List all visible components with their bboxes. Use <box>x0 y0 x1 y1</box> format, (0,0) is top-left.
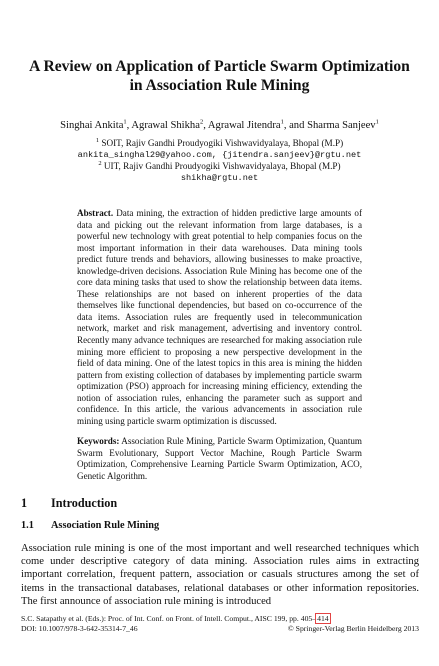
section-number: 1 <box>21 496 28 510</box>
author-list <box>20 120 419 131</box>
author-name: Agrawal Shikha <box>131 120 200 131</box>
title-line-2: in Association Rule Mining <box>129 77 310 94</box>
affiliation-2-sup: 2 <box>98 160 102 168</box>
title-line-1: A Review on Application of Particle Swarm Optimization <box>29 58 410 75</box>
keywords-label: Keywords: <box>77 436 120 447</box>
author-affil-sup: 2 <box>199 118 204 126</box>
keywords-paragraph <box>77 436 362 482</box>
body-text <box>21 542 419 608</box>
author-affil-sup: 1 <box>280 118 284 126</box>
footer-row <box>21 624 419 634</box>
author-separator: , <box>203 120 208 131</box>
page-footer <box>21 614 419 634</box>
email-line-1[interactable]: ankita_singhal29@yahoo.com, {jitendra.sanjeev}@rgtu.net <box>77 149 362 160</box>
abstract-block <box>77 208 362 483</box>
author-name: Singhai Ankita <box>60 120 124 131</box>
affiliation-1-text: SOIT, Rajiv Gandhi Proudyogiki Vishwavidyalaya, Bhopal (M.P) <box>99 138 344 148</box>
section-title: Introduction <box>51 496 118 510</box>
author-separator: , <box>126 120 132 131</box>
author-affil-sup: 1 <box>123 118 127 126</box>
author-name: Agrawal Jitendra <box>207 120 281 131</box>
affiliation-2-text: UIT, Rajiv Gandhi Proudyogiki Vishwavidyalaya, Bhopal (M.P) <box>101 161 341 172</box>
body-paragraph: Association rule mining is one of the most important and well researched techniques which come under descriptive category of data mining. Association rules aims in extracting important correlation, frequent pattern, association or casuals structures among the set of items in the transactional databases, relational databases or other information repositories. The first announce of association rule mining is introduced <box>21 543 419 607</box>
abstract-paragraph <box>77 208 362 427</box>
affiliation-2 <box>20 161 419 173</box>
subsection-heading-association-rule-mining <box>21 520 159 531</box>
abstract-text: Data mining, the extraction of hidden predictive large amounts of data and picking out the relevant information from large databases, is a powerful new technology with great potential to help companies focus on the most important information in their data warehouses. Data mining tools predict future trends and behaviors, allowing businesses to make proactive, knowledge-driven decisions. Association Rule Mining has become one of the core data mining tasks that used to show the relationship between data items. These relationships are not based on inherent properties of the data themselves like functional dependencies, but based on co-occurrence of the data items. Association rules are frequently used in telecommunication network, market and risk management, advertising and inventory control. Recently many advance techniques are researched for making association rule mining more efficient to proposing a new perspective development in the field of data mining. One of the latest topics in this area is mining the hidden pattern from existing collection of databases by implementing particle swarm optimization (PSO) approach for increasing mining efficiency, extending the notion of association rules, enhancing the parameter such as support and confidence. In this article, the various advancements in association rule mining using particle swarm optimization is discussed. <box>77 208 362 426</box>
copyright-text: © Springer-Verlag Berlin Heidelberg 2013 <box>287 623 419 633</box>
affiliation-1-sup: 1 <box>95 136 100 144</box>
subsection-title: Association Rule Mining <box>51 520 160 531</box>
author-name: Sharma Sanjeev <box>307 120 376 131</box>
author-affil-sup: 1 <box>375 118 379 126</box>
affiliation-1 <box>20 138 419 150</box>
citation-end: . <box>329 614 332 623</box>
section-heading-introduction <box>21 496 117 511</box>
affiliations <box>20 138 419 184</box>
doi-text: DOI: 10.1007/978-3-642-35314-7_46 <box>21 623 138 633</box>
footer-citation <box>21 614 419 624</box>
author-separator: , and <box>283 120 308 131</box>
abstract-label: Abstract. <box>77 208 114 218</box>
page-range-link[interactable]: 414 <box>317 614 329 623</box>
paper-title <box>20 57 419 95</box>
keywords-text: Association Rule Mining, Particle Swarm Optimization, Quantum Swarm Evolutionary, Support Vector Machine, Rough Particle Swarm Optimization, Comprehensive Learning Particle Swarm Optimization, ACO, Genetic Algorithm. <box>77 436 362 482</box>
email-line-2[interactable]: shikha@rgtu.net <box>180 172 259 183</box>
subsection-number: 1.1 <box>21 520 34 531</box>
citation-text: S.C. Satapathy et al. (Eds.): Proc. of Int. Conf. on Front. of Intell. Comput., AISC 199, pp. 405– <box>21 614 317 623</box>
